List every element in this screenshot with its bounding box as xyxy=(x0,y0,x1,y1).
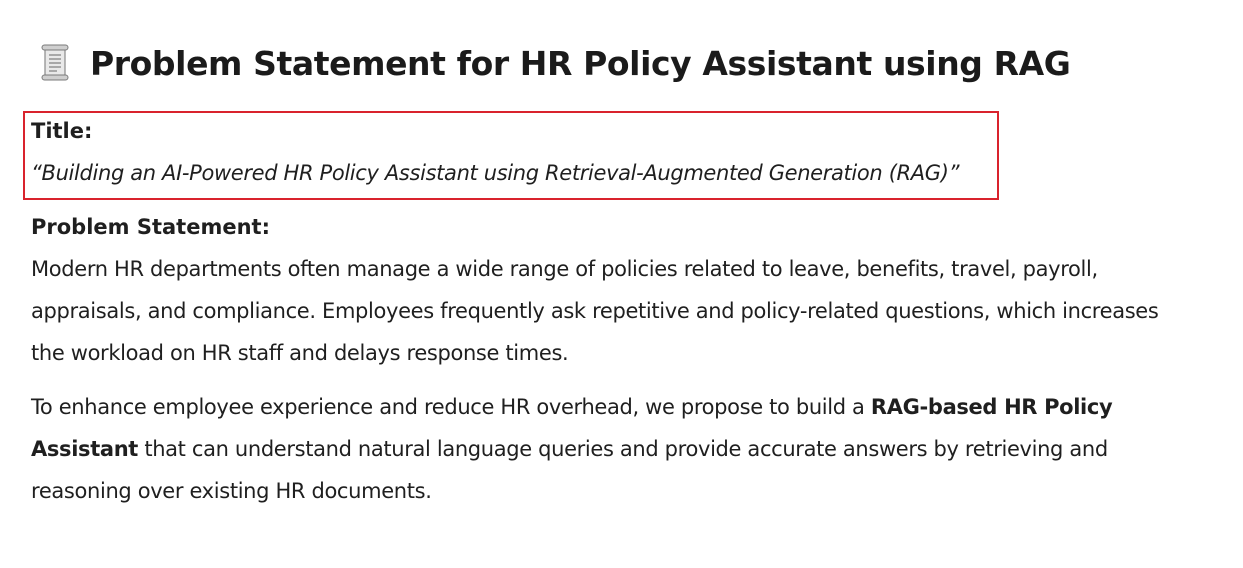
problem-paragraph-2 xyxy=(31,386,1191,512)
page-title: Problem Statement for HR Policy Assistant using RAG xyxy=(90,43,1071,83)
problem-paragraph-1: Modern HR departments often manage a wide range of policies related to leave, benefits, travel, payroll, appraisals, and compliance. Employees frequently ask repetitive and policy-related questions, which increases the workload on HR staff and delays response times. xyxy=(31,257,1159,365)
title-label: Title: xyxy=(31,119,93,143)
rag-assistant-emphasis: RAG-based HR Policy Assistant xyxy=(31,395,1113,461)
page-heading xyxy=(38,38,1070,88)
scroll-document-icon xyxy=(38,43,72,83)
paragraph-2-rest: that can understand natural language queries and provide accurate answers by retrieving and reasoning over existing HR documents. xyxy=(31,437,1108,503)
problem-statement-label: Problem Statement: xyxy=(31,215,270,239)
paragraph-2-intro: To enhance employee experience and reduce HR overhead, we propose to build a xyxy=(31,395,871,419)
project-title-quote: “Building an AI-Powered HR Policy Assistant using Retrieval-Augmented Generation (RAG)” xyxy=(31,161,960,185)
